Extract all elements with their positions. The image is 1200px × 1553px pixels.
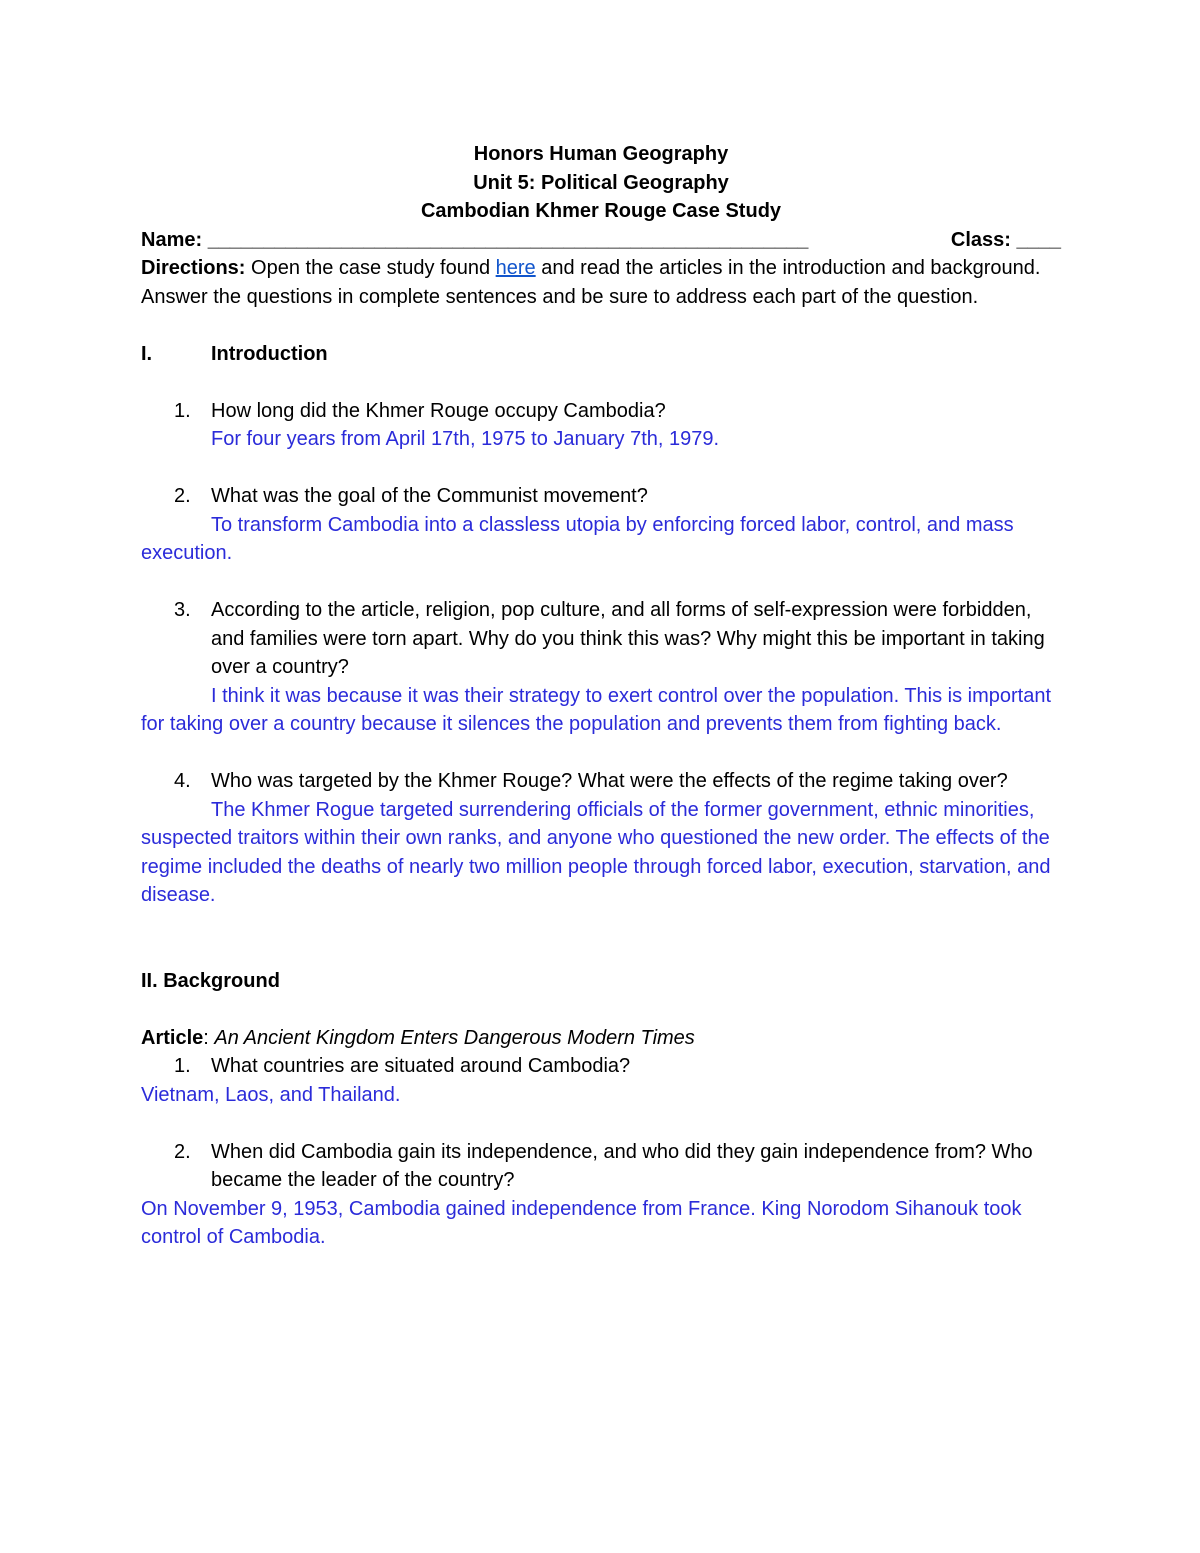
question-item <box>141 1138 1061 1195</box>
case-study-link[interactable]: here <box>495 257 536 279</box>
question-number: 2. <box>174 485 191 507</box>
article-line <box>141 1024 1061 1053</box>
question-item <box>141 397 1061 426</box>
section-number: I. <box>141 342 153 365</box>
question-item <box>141 596 1061 682</box>
directions-paragraph <box>141 254 1061 311</box>
answer-text: I think it was because it was their strategy to exert control over the population. This is important for taking over a country because it silences the population and prevents them from fighting back. <box>141 684 1052 735</box>
question-number: 3. <box>174 599 191 621</box>
answer-text: For four years from April 17th, 1975 to January 7th, 1979. <box>211 428 720 450</box>
name-class-line <box>141 226 1061 255</box>
directions-text-after: and read the articles in the introduction and background. Answer the questions in complete sentences and be sure to address each part of the question. <box>141 257 1041 308</box>
question-text: What was the goal of the Communist movement? <box>211 485 648 507</box>
question-item <box>141 482 1061 511</box>
question-item <box>141 1052 1061 1081</box>
question-text: How long did the Khmer Rouge occupy Cambodia? <box>211 399 666 422</box>
section-background-heading: II. Background <box>141 969 280 992</box>
document-header <box>141 140 1061 226</box>
name-field[interactable]: Name: ______________________________________________________ <box>141 228 809 251</box>
question-text: What countries are situated around Cambodia? <box>211 1055 631 1077</box>
article-colon: : <box>203 1026 215 1049</box>
class-field[interactable]: Class: ____ <box>950 228 1061 251</box>
question-text: Who was targeted by the Khmer Rouge? What were the effects of the regime taking over? <box>211 770 1008 792</box>
question-number: 2. <box>174 1140 191 1163</box>
answer-text: The Khmer Rogue targeted surrendering officials of the former government, ethnic minorities, suspected traitors within their own ranks, and anyone who questioned the new order. The effects of the regime included the deaths of nearly two million people through forced labor, execution, starvation, and disease. <box>141 798 1051 906</box>
question-number: 4. <box>174 770 191 792</box>
answer-text: On November 9, 1953, Cambodia gained independence from France. King Norodom Sihanouk took control of Cambodia. <box>141 1197 1022 1248</box>
answer-text: To transform Cambodia into a classless utopia by enforcing forced labor, control, and mass execution. <box>141 513 1014 564</box>
document-page <box>141 140 1061 1252</box>
question-item <box>141 767 1061 796</box>
case-study-title: Cambodian Khmer Rouge Case Study <box>420 200 782 222</box>
article-title: An Ancient Kingdom Enters Dangerous Modern Times <box>214 1026 695 1049</box>
section-title: Introduction <box>211 342 328 365</box>
course-title: Honors Human Geography <box>473 143 729 165</box>
directions-text-before: Open the case study found <box>245 257 496 279</box>
question-text: When did Cambodia gain its independence, and who did they gain independence from? Who became the leader of the country? <box>211 1140 1033 1191</box>
answer-text: Vietnam, Laos, and Thailand. <box>141 1083 401 1106</box>
question-number: 1. <box>174 399 191 422</box>
article-label: Article <box>141 1026 204 1049</box>
directions-label: Directions: <box>141 257 246 279</box>
section-introduction-heading <box>141 340 1061 369</box>
question-text: According to the article, religion, pop culture, and all forms of self-expression were forbidden, and families were torn apart. Why do you think this was? Why might this be important in taking over a country? <box>211 599 1045 678</box>
question-number: 1. <box>174 1055 191 1077</box>
unit-title: Unit 5: Political Geography <box>473 171 729 194</box>
